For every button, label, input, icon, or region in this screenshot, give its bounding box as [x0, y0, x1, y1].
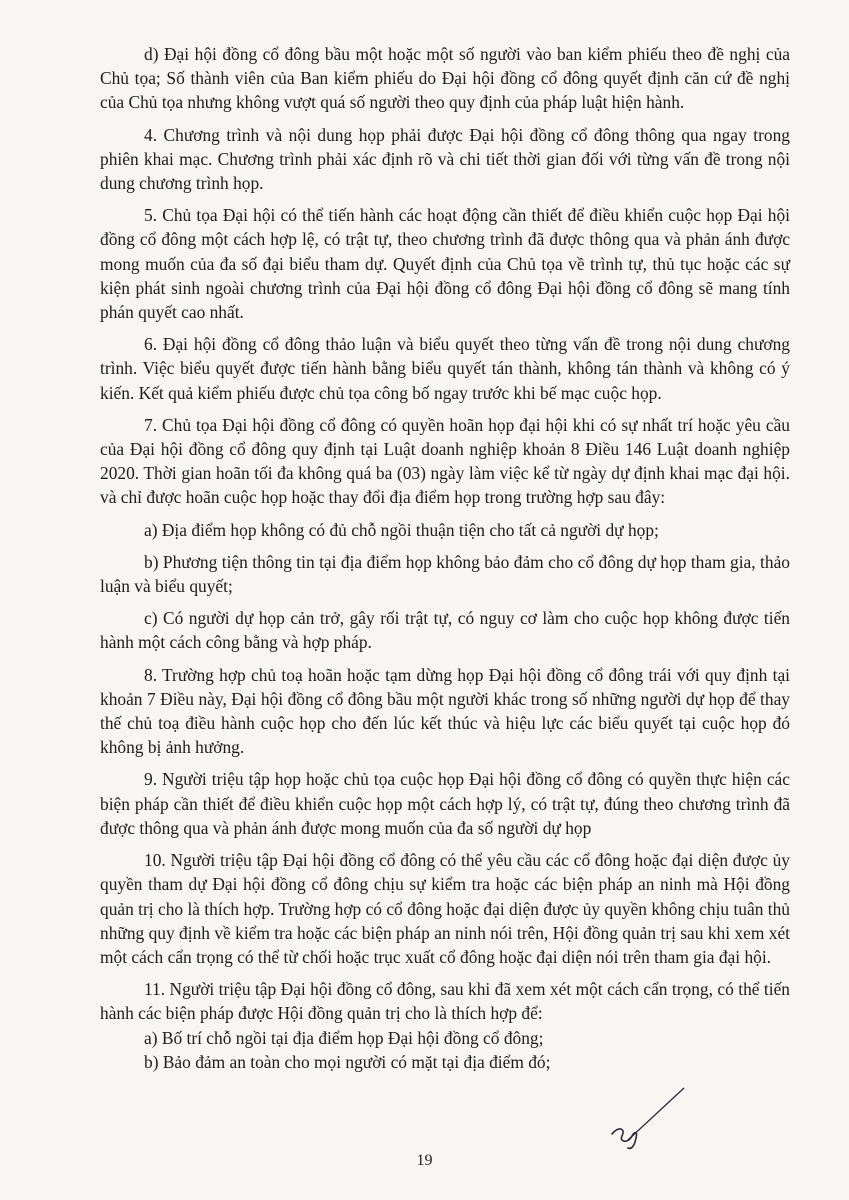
paragraph-7c: c) Có người dự họp cản trở, gây rối trật tự, có nguy cơ làm cho cuộc họp không được tiến hành một cách công bằng và hợp pháp.: [100, 608, 790, 653]
paragraph-3d: d) Đại hội đồng cổ đông bầu một hoặc một số người vào ban kiểm phiếu theo đề nghị của Chủ tọa; Số thành viên của Ban kiểm phiếu do Đại hội đồng cổ đông quyết định căn cứ đề nghị của Chủ tọa nhưng không vượt quá số người theo quy định của pháp luật hiện hành.: [100, 44, 790, 113]
paragraph-11a: a) Bố trí chỗ ngồi tại địa điểm họp Đại hội đồng cổ đông;: [144, 1027, 544, 1048]
paragraph-9: 9. Người triệu tập họp hoặc chủ tọa cuộc họp Đại hội đồng cổ đông có quyền thực hiện các biện pháp cần thiết để điều khiển cuộc họp một cách hợp lý, có trật tự, đúng theo chương trình đã được thông qua và phản ánh được mong muốn của đa số người dự họp: [100, 769, 790, 838]
paragraph-10: 10. Người triệu tập Đại hội đồng cổ đông có thể yêu cầu các cổ đông hoặc đại diện được ủy quyền tham dự Đại hội đồng cổ đông chịu sự kiểm tra hoặc các biện pháp an ninh mà Hội đồng quản trị cho là thích hợp. Trường hợp có cổ đông hoặc đại diện được ủy quyền không chịu tuân thủ những quy định về kiểm tra hoặc các biện pháp an ninh nói trên, Hội đồng quản trị sau khi xem xét một cách cẩn trọng có thể từ chối hoặc trục xuất cổ đông hoặc đại diện nói trên tham gia đại hội.: [100, 850, 790, 967]
paragraph-7: 7. Chủ tọa Đại hội đồng cổ đông có quyền hoãn họp đại hội khi có sự nhất trí hoặc yêu cầu của Đại hội đồng cổ đông quy định tại Luật doanh nghiệp khoản 8 Điều 146 Luật doanh nghiệp 2020. Thời gian hoãn tối đa không quá ba (03) ngày làm việc kể từ ngày dự định khai mạc đại hội. và chỉ được hoãn cuộc họp hoặc thay đổi địa điểm họp trong trường hợp sau đây:: [100, 414, 790, 508]
paragraph-11b: b) Bảo đảm an toàn cho mọi người có mặt tại địa điểm đó;: [144, 1051, 551, 1072]
paragraph-4: 4. Chương trình và nội dung họp phải được Đại hội đồng cổ đông thông qua ngay trong phiên khai mạc. Chương trình phải xác định rõ và chi tiết thời gian đối với từng vấn đề trong nội dung chương trình họp.: [100, 124, 790, 194]
paragraph-5: 5. Chủ tọa Đại hội có thể tiến hành các hoạt động cần thiết để điều khiển cuộc họp Đại hội đồng cổ đông một cách hợp lệ, có trật tự, theo chương trình đã được thông qua và phản ánh được mong muốn của đa số đại biểu tham dự. Quyết định của Chủ tọa về trình tự, thủ tục hoặc các sự kiện phát sinh ngoài chương trình của Đại hội đồng cổ đông Đại hội đồng cổ đông sẽ mang tính phán quyết cao nhất.: [100, 205, 790, 323]
initial-signature: [598, 1082, 688, 1152]
paragraph-11: 11. Người triệu tập Đại hội đồng cổ đông, sau khi đã xem xét một cách cẩn trọng, có thể tiến hành các biện pháp được Hội đồng quản trị cho là thích hợp để:: [100, 979, 790, 1024]
body-text: [100, 42, 790, 1074]
paragraph-8: 8. Trường hợp chủ toạ hoãn hoặc tạm dừng họp Đại hội đồng cổ đông trái với quy định tại khoản 7 Điều này, Đại hội đồng cổ đông bầu một người khác trong số những người dự họp để thay thế chủ toạ điều hành cuộc họp cho đến lúc kết thúc và hiệu lực các biểu quyết tại cuộc họp đó không bị ảnh hưởng.: [100, 664, 790, 758]
paragraph-7a: a) Địa điểm họp không có đủ chỗ ngồi thuận tiện cho tất cả người dự họp;: [144, 519, 659, 540]
paragraph-6: 6. Đại hội đồng cổ đông thảo luận và biểu quyết theo từng vấn đề trong nội dung chương trình. Việc biểu quyết được tiến hành bằng biểu quyết tán thành, không tán thành và không có ý kiến. Kết quả kiểm phiếu được chủ tọa công bố ngay trước khi bế mạc cuộc họp.: [100, 334, 790, 403]
page-number: 19: [416, 1152, 433, 1169]
paragraph-7b: b) Phương tiện thông tin tại địa điểm họp không bảo đảm cho cổ đông dự họp tham gia, thảo luận và biểu quyết;: [100, 551, 790, 597]
